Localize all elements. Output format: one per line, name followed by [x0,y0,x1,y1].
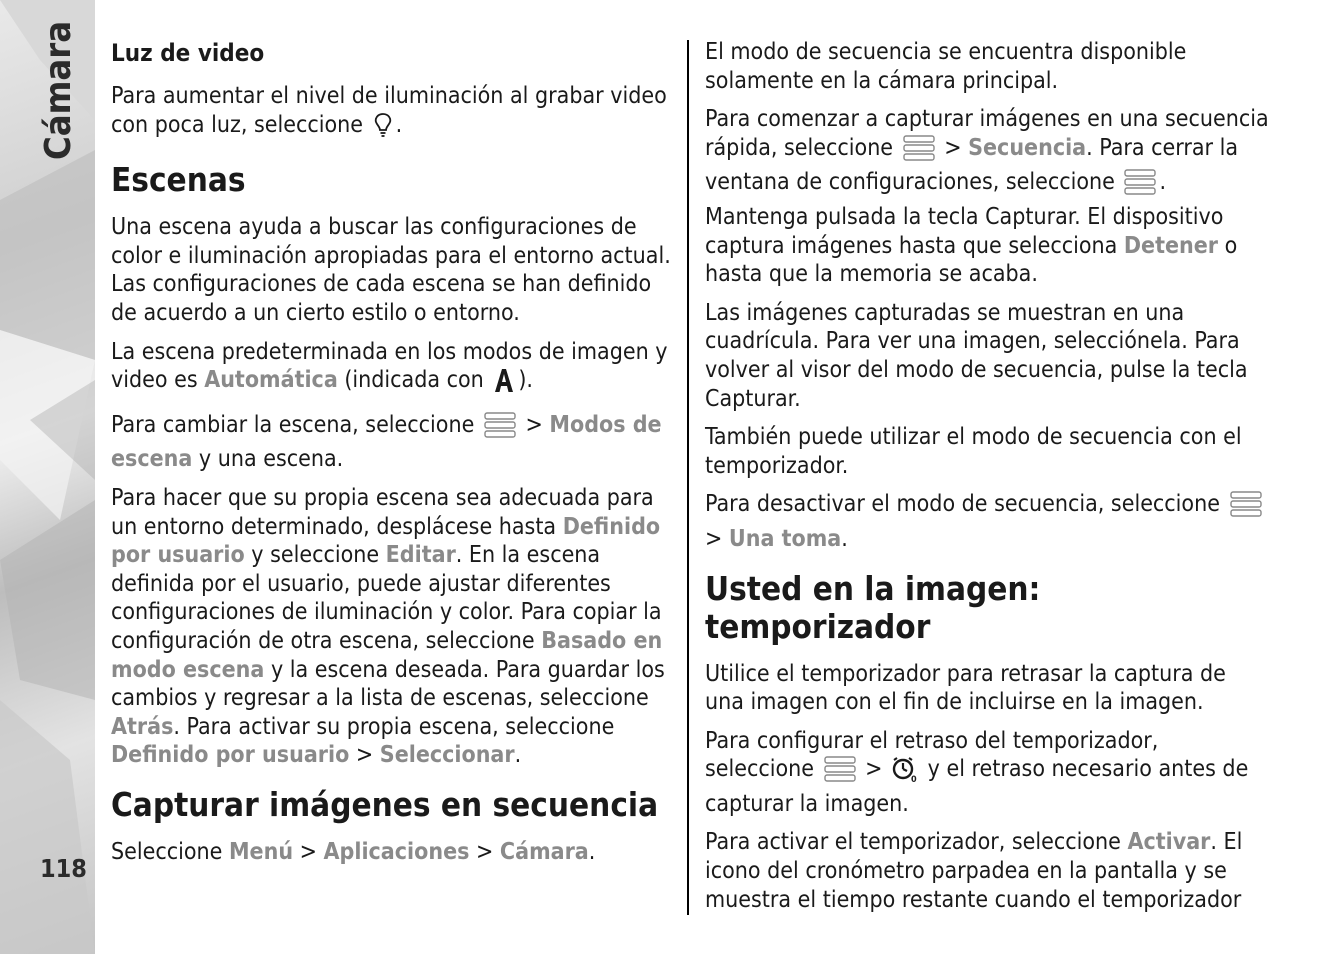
paragraph-r1: El modo de secuencia se encuentra disponible solamente en la cámara principal. [705,39,1187,94]
link-modos-de-escena: Modos de escena [111,411,662,473]
sidebar [0,0,95,954]
auto-a-icon [493,367,515,401]
paragraph-escenas-4: Para hacer que su propia escena sea adecuada para un entorno determinado, desplácese hasta Definido por usuario y seleccione Editar. En la escena definida por el usuario, puede ajustar diferentes configuraciones de iluminación y color. Para copiar la configuración de otra escena, seleccione Basado en modo escena y la escena deseada. Para guardar los cambios y regresar a la lista de escenas, seleccione Atrás. Para activar su propia escena, seleccione Definido por usuario > Seleccionar. [111,484,665,769]
section-tab: Cámara [38,20,79,160]
page-number: 118 [40,854,87,883]
paragraph-escenas-2: La escena predeterminada en los modos de imagen y video es Automática (indicada con ). [111,338,676,401]
paragraph-escenas-3: Para cambiar la escena, seleccione > Modos de escena y una escena. [111,411,662,473]
paragraph-r5: Para desactivar el modo de secuencia, seleccione > Una toma. [705,490,1270,553]
paragraph-r7: Para configurar el retraso del temporizador, seleccione > 0 y el retraso necesario antes de capturar la imagen. [705,727,1249,817]
paragraph-luz: Para aumentar el nivel de iluminación al grabar video con poca luz, seleccione . [111,82,676,145]
paragraph-escenas-1: Una escena ayuda a buscar las configuraciones de color e iluminación apropiadas para el entorno actual. Las configuraciones de cada escena se han definido de acuerdo a un cierto estilo o entorno. [111,214,671,326]
self-timer-icon [892,756,918,790]
paragraph-r4: También puede utilizar el modo de secuencia con el temporizador. [705,424,1242,479]
heading-escenas: Escenas [111,160,246,200]
settings-menu-icon [903,135,935,169]
settings-menu-icon [484,412,516,446]
paragraph-r8: Para activar el temporizador, seleccione Activar. El icono del cronómetro parpadea en la pantalla y se muestra el tiempo restante cuando el temporizador [705,829,1243,913]
svg-text:0: 0 [911,775,917,783]
heading-luz-de-video: Luz de video [111,39,265,67]
bulb-icon [373,112,393,146]
settings-menu-icon [1230,491,1262,525]
paragraph-r6: Utilice el temporizador para retrasar la captura de una imagen con el fin de incluirse en la imagen. [705,660,1226,716]
heading-capturar: Capturar imágenes en secuencia [111,784,659,824]
settings-menu-icon [1124,169,1156,203]
column-divider [687,40,689,915]
paragraph-capturar: Seleccione Menú > Aplicaciones > Cámara. [111,838,596,865]
paragraph-r2: Para comenzar a capturar imágenes en una secuencia rápida, seleccione > Secuencia. Para cerrar la ventana de configuraciones, seleccione . Mantenga pulsada la tecla Capturar. El dispositivo captura imágenes hasta que selecciona Detener o hasta que la memoria se acaba. [705,106,1269,288]
settings-menu-icon [824,756,856,790]
heading-usted-en-la-imagen: Usted en la imagen: temporizador [705,568,1041,646]
right-column [705,38,1270,924]
link-automatica: Automática [204,367,338,394]
paragraph-r3: Las imágenes capturadas se muestran en una cuadrícula. Para ver una imagen, selecciónela. Para volver al visor del modo de secuencia, pulse la tecla Capturar. [705,299,1248,412]
left-column [111,38,676,876]
